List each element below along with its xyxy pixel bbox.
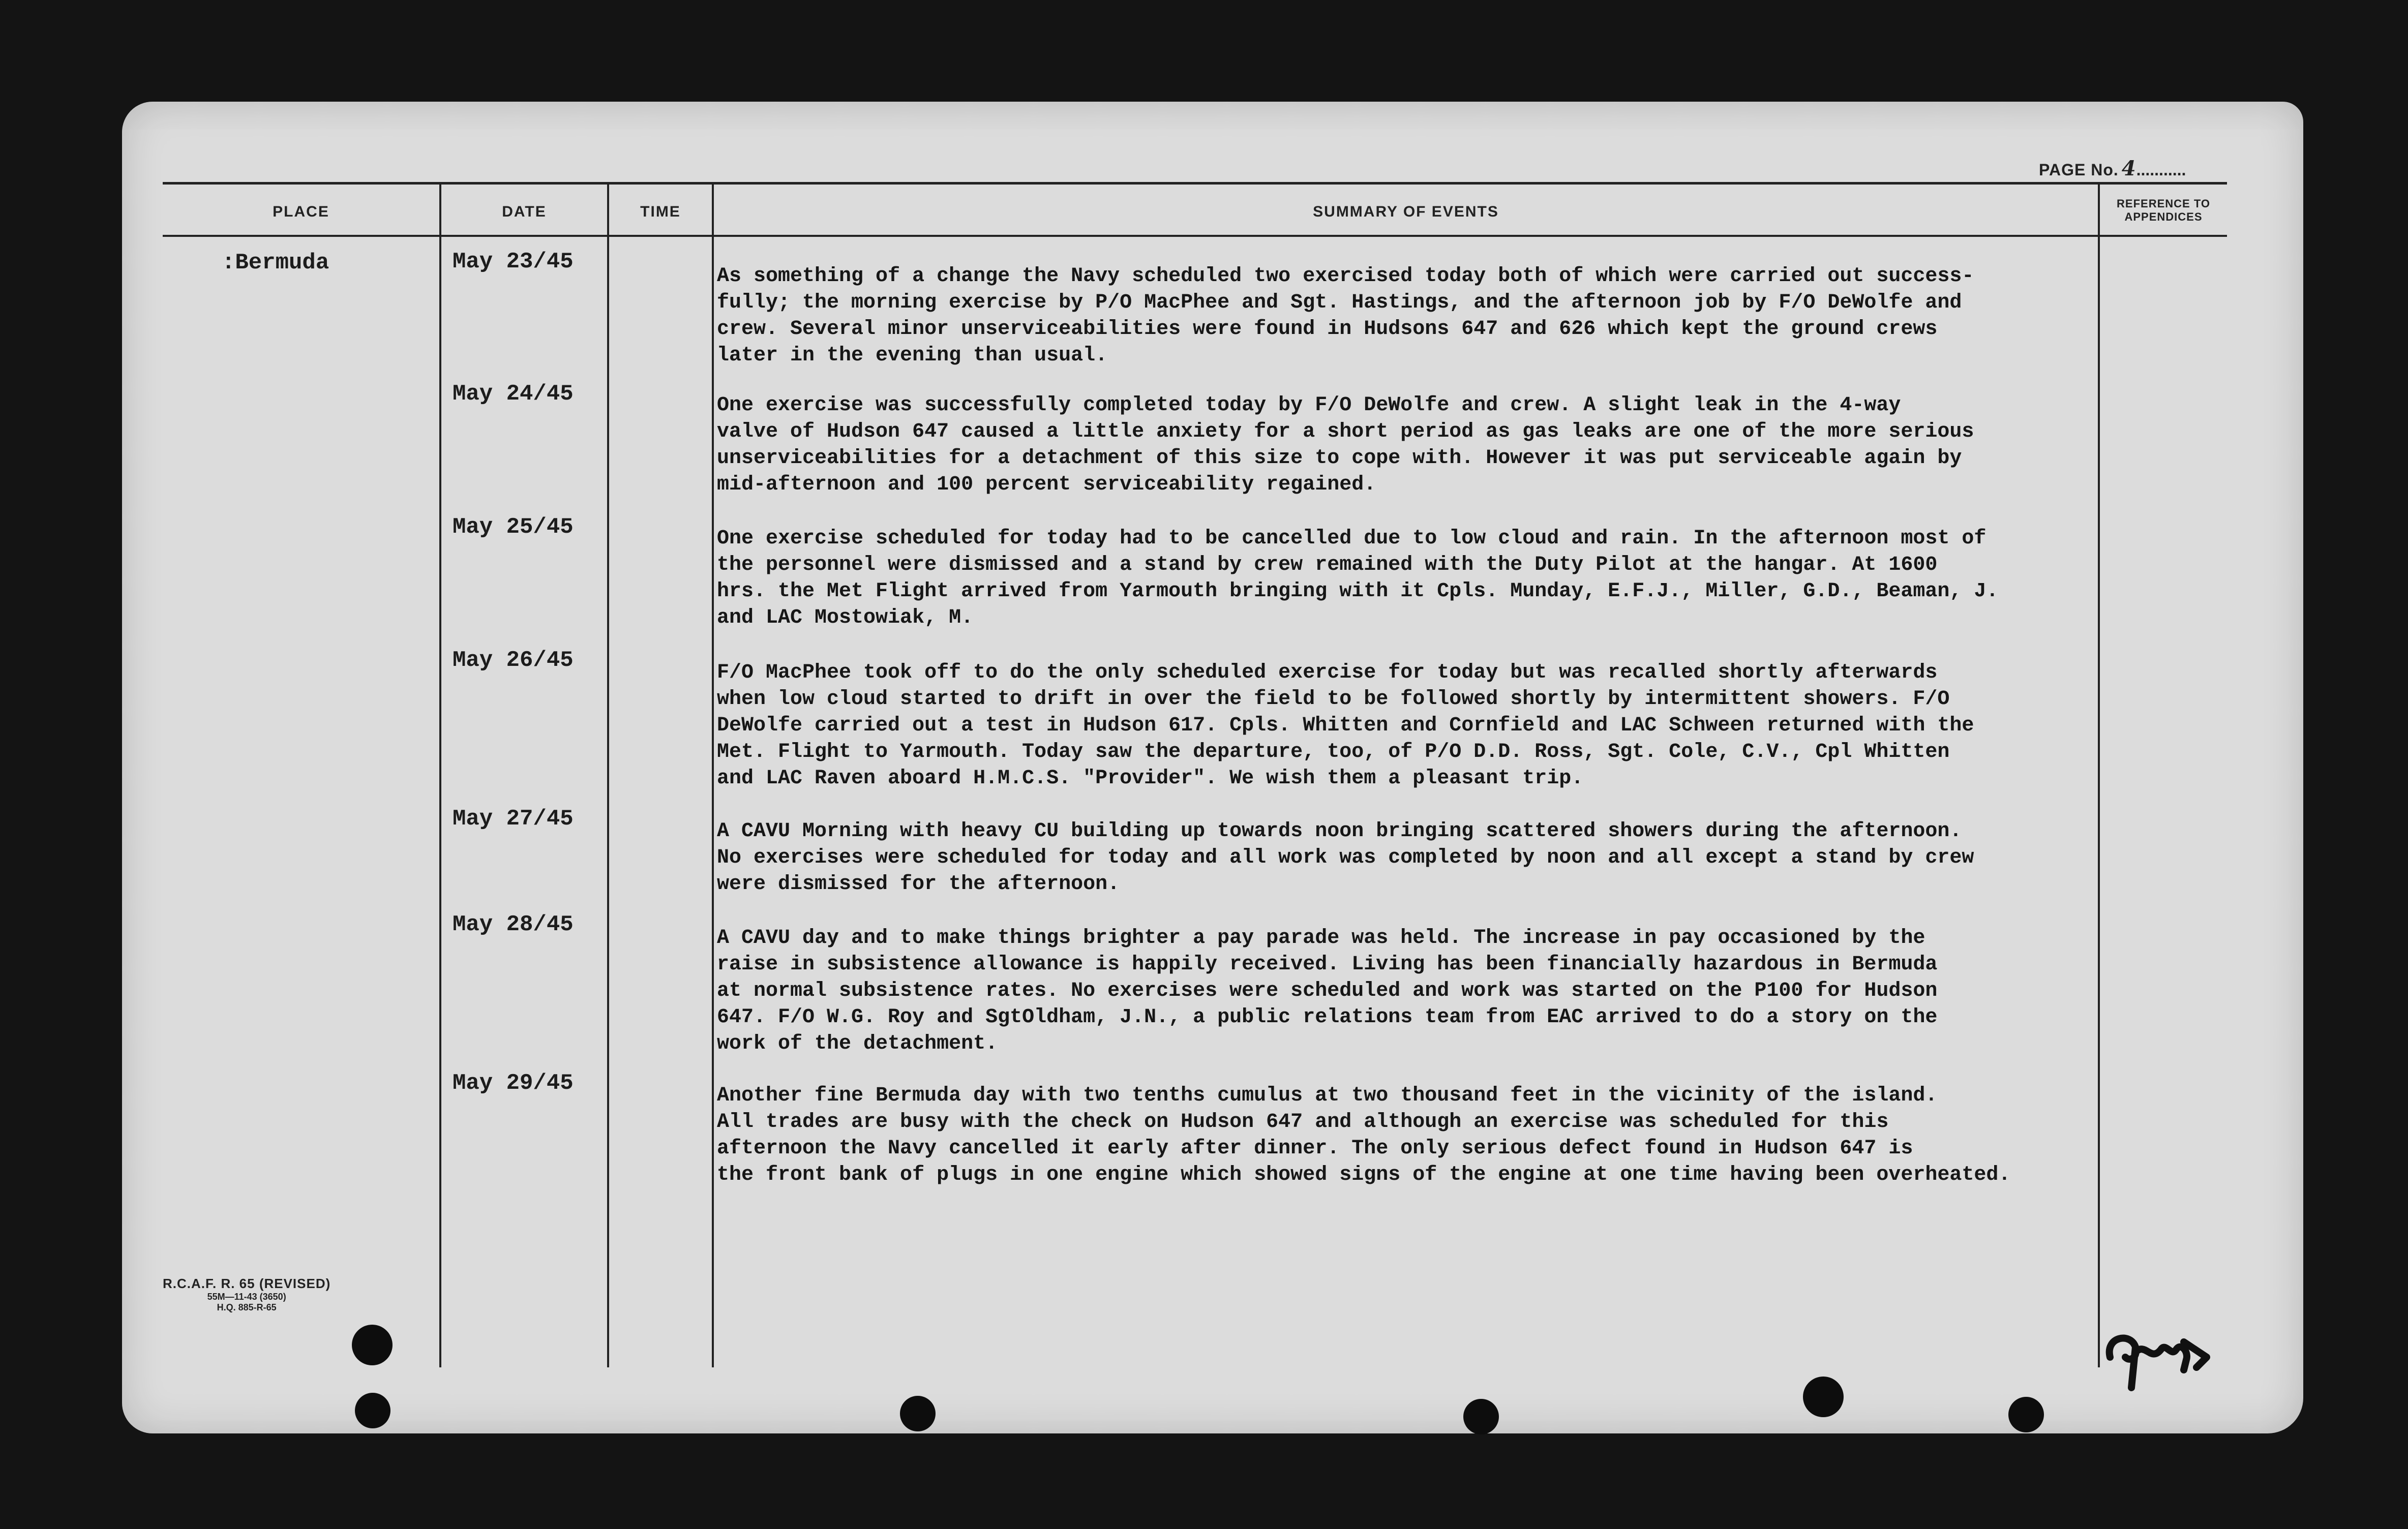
top-rule xyxy=(163,182,2227,185)
entry-text: One exercise scheduled for today had to be cancelled due to low cloud and rain. In the afternoon most of the personnel were dismissed and a stand by crew remained with the Duty Pilot at the hangar. At 1600 hrs. the Met Flight arrived from Yarmouth bringing with it Cpls. Munday, E.F.J., Miller, G.D., Beaman, J. and LAC Mostowiak, M. xyxy=(717,527,1999,629)
page-number xyxy=(2039,157,2186,180)
punch-hole xyxy=(1463,1399,1499,1434)
entry-date: May 24/45 xyxy=(453,381,574,407)
entry-text: F/O MacPhee took off to do the only scheduled exercise for today but was recalled shortly afterwards when low cloud started to drift in over the field to be followed shortly by intermittent showers. F/O DeWolfe carried out a test in Hudson 617. Cpls. Whitten and Cornfield and LAC Schween returned with the Met. Flight to Yarmouth. Today saw the departure, too, of P/O D.D. Ross, Sgt. Cole, C.V., Cpl Whitten and LAC Raven aboard H.M.C.S. "Provider". We wish them a pleasant trip. xyxy=(717,661,1974,790)
time-header: TIME xyxy=(640,203,681,220)
page-number-dots: ........... xyxy=(2136,161,2186,179)
entry-date: May 25/45 xyxy=(453,514,574,540)
form-id-line2: 55M—11-43 (3650) xyxy=(207,1292,286,1302)
reference-header-line1: REFERENCE TO xyxy=(2117,197,2210,210)
entry-text: As something of a change the Navy scheduled two exercised today both of which were carried out success- fully; the morning exercise by P/O MacPhee and Sgt. Hastings, and the afternoon job by F/O DeWolfe and crew. Several minor unserviceabilities were found in Hudsons 647 and 626 which kept the ground crews later in the evening than usual. xyxy=(717,265,1974,367)
entry-text: A CAVU day and to make things brighter a pay parade was held. The increase in pay occasioned by the raise in subsistence allowance is happily received. Living has been financially hazardous in Bermuda at normal subsistence rates. No exercises were scheduled and work was started on the P100 for Hudson 647. F/O W.G. Roy and SgtOldham, J.N., a public relations team from EAC arrived to do a story on the work of the detachment. xyxy=(717,927,1938,1055)
date-time-divider xyxy=(607,183,609,1367)
punch-hole xyxy=(355,1393,390,1428)
entry-date: May 28/45 xyxy=(453,912,574,937)
entry-date: May 26/45 xyxy=(453,648,574,673)
punch-hole xyxy=(352,1325,393,1365)
entry-date: May 29/45 xyxy=(453,1071,574,1096)
reference-header-line2: APPENDICES xyxy=(2124,210,2203,223)
place-header: PLACE xyxy=(273,203,329,220)
page-number-value: 4 xyxy=(2121,157,2136,180)
entry-date: May 27/45 xyxy=(453,806,574,832)
header-rule xyxy=(163,235,2227,237)
punch-hole xyxy=(2008,1397,2044,1432)
page-number-label: PAGE No. xyxy=(2039,161,2119,179)
entry-text: A CAVU Morning with heavy CU building up towards noon bringing scattered showers during the afternoon. No exercises were scheduled for today and all work was completed by noon and all except a stand by crew were dismissed for the afternoon. xyxy=(717,820,1974,896)
entry-text: One exercise was successfully completed today by F/O DeWolfe and crew. A slight leak in the 4-way valve of Hudson 647 caused a little anxiety for a short period as gas leaks are one of the more serious unserviceabilities for a detachment of this size to cope with. However it was put serviceable again by mid-afternoon and 100 percent serviceability regained. xyxy=(717,394,1974,496)
place-value: :Bermuda xyxy=(222,250,329,276)
place-date-divider xyxy=(439,183,441,1367)
form-id-line3: H.Q. 885-R-65 xyxy=(217,1302,277,1312)
document-page xyxy=(122,102,2303,1433)
punch-hole xyxy=(1803,1377,1844,1417)
form-id-line1: R.C.A.F. R. 65 (REVISED) xyxy=(163,1276,331,1291)
summary-header: SUMMARY OF EVENTS xyxy=(1313,203,1499,220)
time-summary-divider xyxy=(712,183,714,1367)
punch-hole xyxy=(900,1396,936,1431)
entry-text: Another fine Bermuda day with two tenths cumulus at two thousand feet in the vicinity of the island. All trades are busy with the check on Hudson 647 and although an exercise was scheduled for this afternoon the Navy cancelled it early after dinner. The only serious defect found in Hudson 647 is the front bank of plugs in one engine which showed signs of the engine at one time having been overheated. xyxy=(717,1084,2011,1186)
reference-header xyxy=(2100,197,2227,224)
form-identifier xyxy=(163,1276,330,1313)
date-header: DATE xyxy=(502,203,547,220)
initials-signature xyxy=(2100,1322,2222,1393)
entry-date: May 23/45 xyxy=(453,249,574,274)
